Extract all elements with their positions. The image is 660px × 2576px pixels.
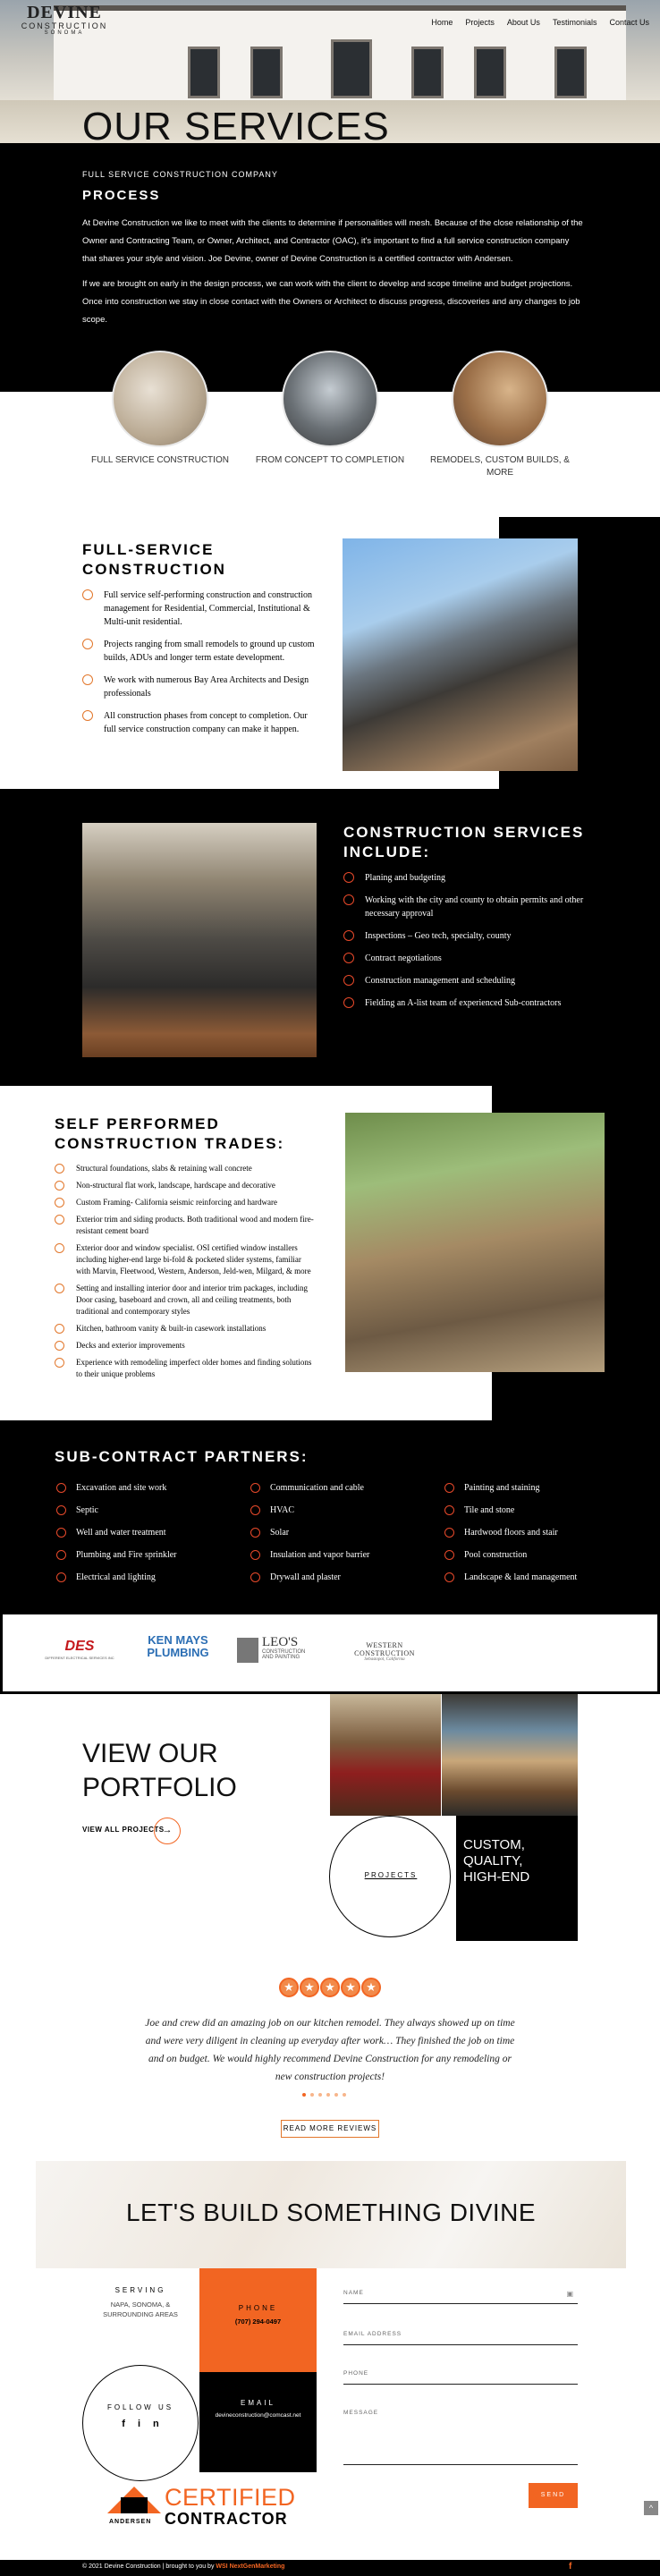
portfolio-image-patio[interactable] <box>442 1694 578 1816</box>
footer-credit-link[interactable]: WSI NextGenMarketing <box>216 2563 285 2570</box>
bullet-icon <box>55 1284 64 1293</box>
subcontract-item: HVAC <box>250 1505 294 1515</box>
partner-logo-text: LEO'S <box>262 1635 299 1649</box>
carousel-dot[interactable] <box>310 2093 314 2097</box>
subcontract-item: Hardwood floors and stair <box>444 1528 558 1538</box>
process-eyebrow: FULL SERVICE CONSTRUCTION COMPANY <box>82 170 278 179</box>
carousel-dot[interactable] <box>326 2093 330 2097</box>
phone-block[interactable] <box>199 2268 317 2372</box>
list-item: Inspections – Geo tech, specialty, county <box>343 929 585 943</box>
list-item: Custom Framing- California seismic reinforcing and hardware <box>55 1197 316 1208</box>
email-field[interactable]: EMAIL ADDRESS <box>343 2331 578 2345</box>
framing-image <box>345 1113 605 1372</box>
bullet-icon <box>56 1483 66 1493</box>
projects-circle-link[interactable] <box>329 1816 451 1937</box>
carousel-dot[interactable] <box>302 2093 306 2097</box>
footer-facebook-icon[interactable]: f <box>569 2562 572 2572</box>
partner-logo-text: DES <box>64 1639 95 1654</box>
bullet-icon <box>56 1550 66 1560</box>
bullet-icon <box>82 639 93 649</box>
list-item: Construction management and scheduling <box>343 974 585 987</box>
bullet-icon <box>444 1550 454 1560</box>
bullet-icon <box>250 1572 260 1582</box>
construction-services-list <box>343 871 585 1010</box>
list-item: Working with the city and county to obtain permits and other necessary approval <box>343 894 585 920</box>
send-button[interactable]: SEND <box>529 2483 578 2508</box>
subcontract-title: SUB-CONTRACT PARTNERS: <box>55 1448 309 1465</box>
subcontract-item: Landscape & land management <box>444 1572 577 1582</box>
list-item: We work with numerous Bay Area Architects and Design professionals <box>82 674 322 700</box>
view-all-projects-link[interactable]: VIEW ALL PROJECTS <box>82 1826 165 1834</box>
nav-about[interactable]: About Us <box>506 18 540 27</box>
carousel-dot[interactable] <box>334 2093 338 2097</box>
bullet-icon <box>444 1483 454 1493</box>
bullet-icon <box>250 1505 260 1515</box>
nav-projects[interactable]: Projects <box>465 18 495 27</box>
bullet-icon <box>343 997 354 1008</box>
bullet-icon <box>55 1181 64 1191</box>
subcontract-item: Solar <box>250 1528 289 1538</box>
review-quote: Joe and crew did an amazing job on our kitchen remodel. They always showed up on time and were very diligent in cleaning up everyday after work… They finished the job on time and on budget. We would highly recommend Devine Construction for any remodeling or new construction projects! <box>145 2018 515 2082</box>
subcontract-item: Drywall and plaster <box>250 1572 341 1582</box>
process-paragraph-1: At Devine Construction we like to meet with the clients to determine if personalities will mesh. Because of the close relationship of the Owner and Contracting Team, or Owner, Architect, and Contractor (OAC), it's important to find a full service construction company that shares your style and vision. Joe Devine, owner of Devine Construction is a certified contractor with Andersen. <box>82 218 583 264</box>
self-performed-list <box>55 1163 316 1380</box>
facebook-icon[interactable]: f <box>122 2419 138 2429</box>
contact-card-icon: ▣ <box>566 2290 574 2298</box>
list-item: Fielding an A-list team of experienced Sub-contractors <box>343 996 585 1010</box>
bullet-icon <box>444 1572 454 1582</box>
partner-logo-subtext: AND PAINTING <box>262 1655 300 1660</box>
bullet-icon <box>55 1243 64 1253</box>
construction-services-title <box>343 823 584 862</box>
review-carousel-dots <box>302 2093 346 2097</box>
subcontract-item: Tile and stone <box>444 1505 514 1515</box>
logo-text: DEVINE <box>27 3 102 22</box>
subcontract-item: Pool construction <box>444 1550 527 1560</box>
social-icons <box>83 2419 198 2429</box>
star-icon: ★ <box>341 1978 360 1997</box>
bullet-icon <box>343 894 354 905</box>
partner-logo-text: KEN MAYS <box>148 1633 208 1647</box>
full-service-title <box>82 540 226 580</box>
sp-title-line: CONSTRUCTION TRADES: <box>55 1135 285 1152</box>
list-item: Decks and exterior improvements <box>55 1340 316 1352</box>
portfolio-title: VIEW OUR PORTFOLIO <box>82 1739 237 1802</box>
nav-home[interactable]: Home <box>431 18 453 27</box>
portfolio-tagline-box <box>456 1816 578 1941</box>
list-item: Projects ranging from small remodels to ground up custom builds, ADUs and longer term estate development. <box>82 638 322 665</box>
process-paragraph-2: If we are brought on early in the design process, we can work with the client to develop and scope timeline and budget projections. Once into construction we stay in close contact with the Owners or Architect to discuss progress, discoveries and any changes to job scope. <box>82 279 580 325</box>
bullet-icon <box>250 1550 260 1560</box>
bullet-icon <box>55 1164 64 1174</box>
bullet-icon <box>444 1528 454 1538</box>
cta-banner <box>36 2161 626 2268</box>
bullet-icon <box>56 1505 66 1515</box>
subcontract-item: Well and water treatment <box>56 1528 166 1538</box>
serving-label: SERVING <box>114 2286 166 2294</box>
nav-contact[interactable]: Contact Us <box>609 18 649 27</box>
self-performed-title <box>55 1114 284 1154</box>
read-more-reviews-button[interactable]: READ MORE REVIEWS <box>281 2120 379 2138</box>
serving-block <box>82 2286 199 2319</box>
list-item: All construction phases from concept to completion. Our full service construction company can make it happen. <box>82 709 322 736</box>
service-label: FULL SERVICE CONSTRUCTION <box>91 455 229 465</box>
serving-text: SURROUNDING AREAS <box>103 2310 178 2318</box>
name-field[interactable]: NAME ▣ <box>343 2290 578 2304</box>
message-field[interactable]: MESSAGE <box>343 2410 578 2465</box>
follow-us-circle <box>82 2365 199 2481</box>
phone-number[interactable]: (707) 294-0497 <box>234 2318 282 2326</box>
service-label: REMODELS, CUSTOM BUILDS, & MORE <box>430 455 570 478</box>
partner-logo-subtext: Sebastopol, California <box>364 1657 405 1662</box>
leos-logo-mark <box>237 1638 258 1663</box>
bullet-icon <box>250 1528 260 1538</box>
full-service-title-line: CONSTRUCTION <box>82 561 226 578</box>
serving-text: NAPA, SONOMA, & <box>110 2301 171 2309</box>
full-service-image <box>343 538 578 771</box>
full-service-list <box>82 589 322 736</box>
subcontract-item: Painting and staining <box>444 1483 539 1493</box>
list-item: Full service self-performing construction and construction management for Residential, Commercial, Institutional & Multi-unit residential. <box>82 589 322 629</box>
bullet-icon <box>55 1324 64 1334</box>
follow-label: FOLLOW US <box>106 2403 174 2411</box>
email-address[interactable]: devineconstruction@comcast.net <box>215 2412 301 2419</box>
bullet-icon <box>56 1572 66 1582</box>
partner-logo-des[interactable] <box>37 1640 123 1665</box>
projects-circle-label: PROJECTS <box>364 1871 418 1879</box>
partner-logo-text: WESTERN CONSTRUCTION <box>354 1641 415 1657</box>
logo-tagline: SONOMA <box>44 30 85 36</box>
house-window <box>554 47 587 98</box>
list-item: Planing and budgeting <box>343 871 585 885</box>
list-item: Structural foundations, slabs & retaining wall concrete <box>55 1163 316 1174</box>
bullet-icon <box>444 1505 454 1515</box>
list-item: Kitchen, bathroom vanity & built-in casework installations <box>55 1323 316 1335</box>
subcontract-item: Excavation and site work <box>56 1483 166 1493</box>
house-window <box>411 47 444 98</box>
list-item: Setting and installing interior door and interior trim packages, including Door casing, baseboard and crown, all and ceiling treatments, both traditional and contemporary styles <box>55 1283 316 1318</box>
bullet-icon <box>82 710 93 721</box>
partner-logo-text: PLUMBING <box>147 1646 209 1659</box>
hero-banner <box>0 0 660 143</box>
bullet-icon <box>343 930 354 941</box>
linkedin-icon[interactable]: in <box>137 2419 172 2429</box>
bullet-icon <box>250 1483 260 1493</box>
bullet-icon <box>343 872 354 883</box>
service-image-concept <box>282 351 378 447</box>
subcontract-item: Plumbing and Fire sprinkler <box>56 1550 177 1560</box>
cs-title-line: INCLUDE: <box>343 843 431 860</box>
star-icon: ★ <box>361 1978 381 1997</box>
cta-title: LET'S BUILD SOMETHING DIVINE <box>125 2199 537 2226</box>
bullet-icon <box>82 674 93 685</box>
cs-title-line: CONSTRUCTION SERVICES <box>343 824 585 841</box>
house-window <box>474 47 506 98</box>
portfolio-tagline: CUSTOM, QUALITY, HIGH-END <box>463 1837 530 1885</box>
bullet-icon <box>82 589 93 600</box>
bullet-icon <box>55 1215 64 1224</box>
sp-title-line: SELF PERFORMED <box>55 1115 220 1132</box>
contractor-text: CONTRACTOR <box>165 2510 288 2528</box>
service-image-bathroom <box>112 351 208 447</box>
house-window <box>188 47 220 98</box>
scroll-to-top-icon[interactable]: ^ <box>644 2501 658 2515</box>
partner-logo-western[interactable] <box>340 1641 429 1662</box>
bullet-icon <box>343 953 354 963</box>
bullet-icon <box>55 1198 64 1208</box>
list-item: Exterior trim and siding products. Both traditional wood and modern fire-resistant cement board <box>55 1214 316 1237</box>
service-image-remodel <box>452 351 548 447</box>
page-title: OUR SERVICES <box>82 105 390 143</box>
construction-services-section <box>0 789 660 1086</box>
certified-text: CERTIFIED <box>165 2484 296 2511</box>
arrow-right-icon[interactable]: → <box>154 1818 181 1844</box>
phone-field[interactable]: PHONE <box>343 2370 578 2385</box>
phone-label: PHONE <box>238 2304 278 2312</box>
bullet-icon <box>55 1341 64 1351</box>
star-icon: ★ <box>320 1978 340 1997</box>
bullet-icon <box>343 975 354 986</box>
partner-logo-leos[interactable] <box>262 1636 334 1660</box>
email-block[interactable] <box>199 2372 317 2472</box>
partner-logo-subtext: DIFFERENT ELECTRICAL SERVICES INC <box>45 1656 114 1660</box>
carousel-dot[interactable] <box>343 2093 346 2097</box>
partners-strip <box>3 1614 657 1691</box>
site-logo[interactable] <box>11 4 118 39</box>
list-item: Exterior door and window specialist. OSI certified window installers including higher-end large bi-fold & pocketed slider systems, familiar with Marvin, Fleetwood, Western, Anderson, Jeld-wen, Milgard, & more <box>55 1242 316 1277</box>
partner-logo-subtext: CONSTRUCTION <box>262 1649 306 1655</box>
subcontract-item: Septic <box>56 1505 98 1515</box>
portfolio-image-gameroom[interactable] <box>330 1694 441 1816</box>
carousel-dot[interactable] <box>318 2093 322 2097</box>
kitchen-image <box>82 823 317 1057</box>
service-label: FROM CONCEPT TO COMPLETION <box>255 455 405 465</box>
star-rating <box>279 1978 382 1999</box>
list-item: Non-structural flat work, landscape, hardscape and decorative <box>55 1180 316 1191</box>
partners-outer <box>0 1612 660 1694</box>
subcontract-section <box>0 1420 660 1612</box>
list-item: Contract negotiations <box>343 952 585 965</box>
main-nav <box>431 18 649 27</box>
process-title: PROCESS <box>82 188 161 203</box>
subcontract-item: Electrical and lighting <box>56 1572 156 1582</box>
star-icon: ★ <box>300 1978 319 1997</box>
bullet-icon <box>56 1528 66 1538</box>
house-door <box>331 39 372 98</box>
footer-copyright: © 2021 Devine Construction | brought to you by WSI NextGenMarketing <box>82 2563 285 2570</box>
house-window <box>250 47 283 98</box>
nav-testimonials[interactable]: Testimonials <box>552 18 597 27</box>
email-label: EMAIL <box>240 2399 275 2407</box>
logo-subtext: CONSTRUCTION <box>21 21 108 30</box>
andersen-brand: ANDERSEN <box>109 2519 152 2525</box>
star-icon: ★ <box>279 1978 299 1997</box>
list-item: Experience with remodeling imperfect older homes and finding solutions to their unique problems <box>55 1357 316 1380</box>
site-footer <box>0 2560 660 2576</box>
subcontract-item: Insulation and vapor barrier <box>250 1550 369 1560</box>
subcontract-item: Communication and cable <box>250 1483 364 1493</box>
full-service-title-line: FULL-SERVICE <box>82 541 215 558</box>
bullet-icon <box>55 1358 64 1368</box>
partner-logo-ken-mays[interactable] <box>137 1634 219 1670</box>
